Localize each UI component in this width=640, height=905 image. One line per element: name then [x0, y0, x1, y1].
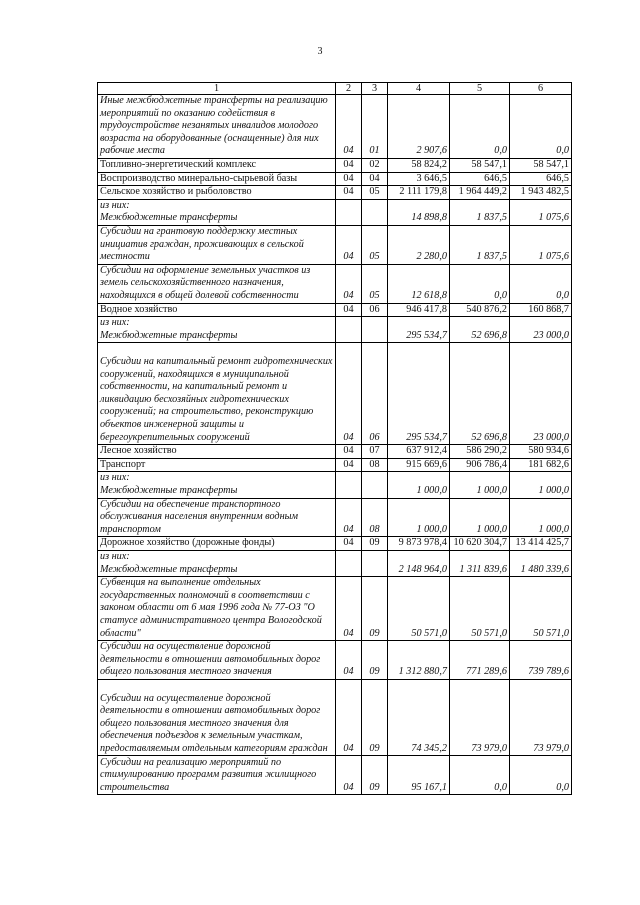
value-year-2: 1 000,0 — [450, 498, 510, 537]
row-name: Иные межбюджетные трансферты на реализацию мероприятий по оказанию содействия в трудоустройстве незанятых инвалидов молодого возраста на оборудованные (оснащенные) для них рабочие места — [100, 95, 328, 157]
row-name: Межбюджетные трансферты — [100, 329, 238, 341]
table-row — [98, 679, 572, 756]
value-year-3: 13 414 425,7 — [510, 537, 572, 551]
value-year-3: 1 943 482,5 — [510, 186, 572, 200]
row-name-cell — [98, 445, 336, 459]
section-code: 04 — [336, 498, 362, 537]
row-name: Водное хозяйство — [100, 303, 178, 315]
value-year-3: 73 979,0 — [510, 679, 572, 756]
row-name-cell — [98, 343, 336, 445]
subsection-code: 09 — [362, 679, 388, 756]
subsection-code: 08 — [362, 498, 388, 537]
value-year-1: 637 912,4 — [388, 445, 450, 459]
row-name: Субвенция на выполнение отдельных государственных полномочий в соответствии с законом области от 6 мая 1996 года № 77-ОЗ "О статусе административного центра Вологодской области" — [100, 577, 322, 639]
value-year-2: 646,5 — [450, 172, 510, 186]
table-row — [98, 445, 572, 459]
value-year-2: 52 696,8 — [450, 343, 510, 445]
row-name-cell — [98, 537, 336, 551]
row-name: Субсидии на грантовую поддержку местных инициатив граждан, проживающих в сельской местности — [100, 225, 304, 263]
value-year-1: 9 873 978,4 — [388, 537, 450, 551]
section-code: 04 — [336, 303, 362, 317]
subheading-label: из них: — [100, 550, 130, 562]
value-year-3: 1 075,6 — [510, 199, 572, 225]
table-row — [98, 498, 572, 537]
value-year-1: 58 824,2 — [388, 159, 450, 173]
subsection-code: 07 — [362, 445, 388, 459]
value-year-2: 0,0 — [450, 95, 510, 159]
value-year-3: 0,0 — [510, 264, 572, 303]
row-name-cell — [98, 577, 336, 641]
value-year-2: 0,0 — [450, 264, 510, 303]
section-code — [336, 317, 362, 343]
section-code: 04 — [336, 445, 362, 459]
section-code: 04 — [336, 186, 362, 200]
value-year-1: 14 898,8 — [388, 199, 450, 225]
column-header: 5 — [450, 83, 510, 95]
value-year-3: 1 000,0 — [510, 472, 572, 498]
row-name-cell — [98, 472, 336, 498]
value-year-2: 10 620 304,7 — [450, 537, 510, 551]
value-year-1: 50 571,0 — [388, 577, 450, 641]
value-year-3: 23 000,0 — [510, 343, 572, 445]
value-year-2: 906 786,4 — [450, 458, 510, 472]
table-row — [98, 264, 572, 303]
table-row — [98, 537, 572, 551]
value-year-3: 58 547,1 — [510, 159, 572, 173]
value-year-2: 1 000,0 — [450, 472, 510, 498]
row-name-cell — [98, 756, 336, 795]
value-year-3: 160 868,7 — [510, 303, 572, 317]
row-name-cell — [98, 498, 336, 537]
subsection-code — [362, 199, 388, 225]
subsection-code: 02 — [362, 159, 388, 173]
value-year-2: 52 696,8 — [450, 317, 510, 343]
subsection-code: 05 — [362, 264, 388, 303]
column-header: 4 — [388, 83, 450, 95]
table-row — [98, 225, 572, 264]
table-row — [98, 186, 572, 200]
row-name: Межбюджетные трансферты — [100, 484, 238, 496]
row-name: Воспроизводство минерально-сырьевой базы — [100, 172, 298, 184]
value-year-3: 1 000,0 — [510, 498, 572, 537]
row-name: Сельское хозяйство и рыболовство — [100, 186, 252, 198]
section-code — [336, 550, 362, 576]
value-year-1: 95 167,1 — [388, 756, 450, 795]
value-year-1: 2 280,0 — [388, 225, 450, 264]
budget-table — [97, 82, 572, 795]
section-code: 04 — [336, 577, 362, 641]
value-year-3: 646,5 — [510, 172, 572, 186]
row-name: Лесное хозяйство — [100, 445, 177, 457]
row-name: Субсидии на капитальный ремонт гидротехнических сооружений, находящихся в муниципальной собственности, на капитальный ремонт и ликвидацию бесхозяйных гидротехнических сооружений; на строительство, реконструкцию объектов инженерной защиты и берегоукрепительных сооружений — [100, 355, 333, 443]
value-year-2: 1 837,5 — [450, 225, 510, 264]
table-row — [98, 95, 572, 159]
table-row — [98, 577, 572, 641]
subsection-code: 08 — [362, 458, 388, 472]
row-name: Топливно-энергетический комплекс — [100, 159, 257, 170]
row-name: Субсидии на осуществление дорожной деятельности в отношении автомобильных дорог общего пользования местного значения — [100, 641, 321, 678]
table-row — [98, 172, 572, 186]
row-name-cell — [98, 186, 336, 200]
row-name: Субсидии на обеспечение транспортного обслуживания населения внутренним водным транспортом — [100, 498, 299, 535]
row-name-cell — [98, 550, 336, 576]
section-code: 04 — [336, 172, 362, 186]
column-header: 6 — [510, 83, 572, 95]
row-name: Транспорт — [100, 458, 146, 470]
subsection-code — [362, 472, 388, 498]
row-name: Межбюджетные трансферты — [100, 212, 238, 224]
section-code: 04 — [336, 537, 362, 551]
subsection-code — [362, 317, 388, 343]
value-year-3: 50 571,0 — [510, 577, 572, 641]
column-header: 3 — [362, 83, 388, 95]
subsection-code: 09 — [362, 641, 388, 680]
section-code: 04 — [336, 225, 362, 264]
row-name-cell — [98, 225, 336, 264]
subsection-code: 06 — [362, 303, 388, 317]
value-year-2: 0,0 — [450, 756, 510, 795]
value-year-1: 1 312 880,7 — [388, 641, 450, 680]
row-name-cell — [98, 95, 336, 159]
row-name-cell — [98, 303, 336, 317]
table-row — [98, 641, 572, 680]
value-year-2: 586 290,2 — [450, 445, 510, 459]
section-code: 04 — [336, 679, 362, 756]
value-year-1: 1 000,0 — [388, 498, 450, 537]
table-row — [98, 756, 572, 795]
subsection-code: 01 — [362, 95, 388, 159]
value-year-1: 3 646,5 — [388, 172, 450, 186]
value-year-2: 58 547,1 — [450, 159, 510, 173]
row-name-cell — [98, 172, 336, 186]
table-row — [98, 472, 572, 498]
value-year-1: 2 111 179,8 — [388, 186, 450, 200]
row-name: Субсидии на реализацию мероприятий по стимулированию программ развития жилищного строительства — [100, 756, 317, 793]
section-code: 04 — [336, 458, 362, 472]
section-code: 04 — [336, 264, 362, 303]
row-name: Субсидии на осуществление дорожной деятельности в отношении автомобильных дорог общего пользования местного значения для обеспечения подъездов к земельным участкам, предоставляемым отдельным категориям граждан — [100, 692, 328, 754]
value-year-1: 295 534,7 — [388, 317, 450, 343]
value-year-1: 295 534,7 — [388, 343, 450, 445]
value-year-3: 580 934,6 — [510, 445, 572, 459]
subsection-code: 05 — [362, 225, 388, 264]
table-row — [98, 550, 572, 576]
section-code: 04 — [336, 343, 362, 445]
value-year-1: 2 907,6 — [388, 95, 450, 159]
value-year-2: 1 837,5 — [450, 199, 510, 225]
table-row — [98, 199, 572, 225]
value-year-2: 1 311 839,6 — [450, 550, 510, 576]
value-year-2: 73 979,0 — [450, 679, 510, 756]
value-year-3: 181 682,6 — [510, 458, 572, 472]
row-name: Дорожное хозяйство (дорожные фонды) — [100, 537, 275, 549]
table-row — [98, 317, 572, 343]
row-name-cell — [98, 159, 336, 173]
value-year-1: 915 669,6 — [388, 458, 450, 472]
table-row — [98, 343, 572, 445]
value-year-2: 540 876,2 — [450, 303, 510, 317]
table-row — [98, 458, 572, 472]
subheading-label: из них: — [100, 199, 130, 211]
subheading-label: из них: — [100, 317, 130, 329]
section-code: 04 — [336, 756, 362, 795]
subsection-code: 05 — [362, 186, 388, 200]
subheading-label: из них: — [100, 472, 130, 484]
page-number: 3 — [317, 46, 323, 57]
subsection-code: 09 — [362, 537, 388, 551]
value-year-1: 12 618,8 — [388, 264, 450, 303]
table-body — [98, 95, 572, 795]
value-year-1: 2 148 964,0 — [388, 550, 450, 576]
column-header: 2 — [336, 83, 362, 95]
section-code: 04 — [336, 159, 362, 173]
section-code — [336, 199, 362, 225]
subsection-code — [362, 550, 388, 576]
value-year-3: 739 789,6 — [510, 641, 572, 680]
table-row — [98, 303, 572, 317]
subsection-code: 09 — [362, 756, 388, 795]
value-year-3: 23 000,0 — [510, 317, 572, 343]
row-name-cell — [98, 199, 336, 225]
row-name: Межбюджетные трансферты — [100, 563, 238, 575]
value-year-3: 1 480 339,6 — [510, 550, 572, 576]
table-row — [98, 159, 572, 173]
section-code — [336, 472, 362, 498]
value-year-1: 1 000,0 — [388, 472, 450, 498]
value-year-2: 1 964 449,2 — [450, 186, 510, 200]
table-header — [98, 83, 572, 95]
value-year-2: 771 289,6 — [450, 641, 510, 680]
section-code: 04 — [336, 95, 362, 159]
section-code: 04 — [336, 641, 362, 680]
value-year-1: 946 417,8 — [388, 303, 450, 317]
value-year-3: 0,0 — [510, 95, 572, 159]
row-name-cell — [98, 641, 336, 680]
row-name-cell — [98, 317, 336, 343]
value-year-1: 74 345,2 — [388, 679, 450, 756]
row-name-cell — [98, 679, 336, 756]
value-year-2: 50 571,0 — [450, 577, 510, 641]
subsection-code: 04 — [362, 172, 388, 186]
column-header: 1 — [98, 83, 336, 95]
row-name-cell — [98, 458, 336, 472]
row-name-cell — [98, 264, 336, 303]
row-name: Субсидии на оформление земельных участков из земель сельскохозяйственного назначения, находящихся в общей долевой собственности — [100, 264, 311, 301]
value-year-3: 0,0 — [510, 756, 572, 795]
subsection-code: 09 — [362, 577, 388, 641]
value-year-3: 1 075,6 — [510, 225, 572, 264]
subsection-code: 06 — [362, 343, 388, 445]
